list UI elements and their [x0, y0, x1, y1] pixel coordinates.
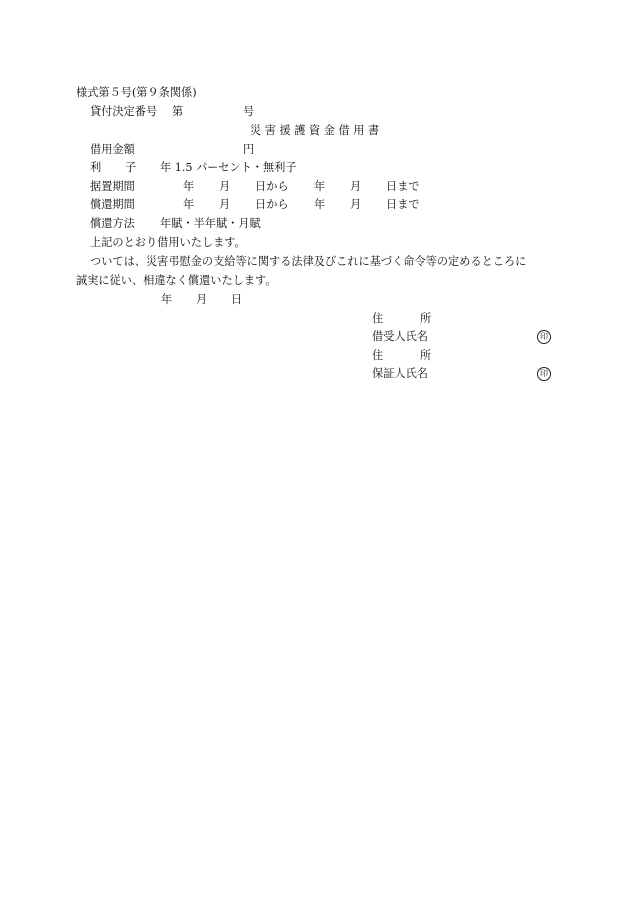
- borrower-address-char-2: 所: [420, 312, 432, 325]
- date-year: 年: [161, 293, 173, 306]
- guarantor-address-char-1: 住: [372, 349, 384, 362]
- interest-value: 年 1.5 パーセント・無利子: [160, 161, 297, 174]
- repayment-period-from-day: 日から: [255, 198, 289, 211]
- borrower-name-label: 借受人氏名: [372, 330, 428, 343]
- repayment-period-label: 償還期間: [90, 198, 135, 211]
- amount-unit: 円: [243, 143, 255, 156]
- repayment-period-until-day: 日まで: [386, 198, 420, 211]
- document-title: 災 害 援 護 資 金 借 用 書: [250, 124, 380, 137]
- borrower-seal-icon: 印: [537, 330, 551, 344]
- repayment-method-label: 償還方法: [90, 217, 135, 230]
- date-day: 日: [231, 293, 243, 306]
- grace-period-year: 年: [183, 180, 195, 193]
- grace-period-from-day: 日から: [255, 180, 289, 193]
- grace-period-year-2: 年: [314, 180, 326, 193]
- amount-label: 借用金額: [90, 143, 135, 156]
- loan-decision-label: 貸付決定番号: [90, 105, 158, 118]
- loan-decision-go: 号: [243, 105, 255, 118]
- guarantor-name-label: 保証人氏名: [372, 367, 428, 380]
- grace-period-until-day: 日まで: [386, 180, 420, 193]
- body-line-1: ついては、災害弔慰金の支給等に関する法律及びこれに基づく命令等の定めるところに: [90, 255, 527, 268]
- statement: 上記のとおり借用いたします。: [90, 236, 246, 249]
- body-line-2: 誠実に従い、相違なく償還いたします。: [76, 274, 277, 287]
- guarantor-seal-icon: 印: [537, 367, 551, 381]
- repayment-period-month: 月: [219, 198, 231, 211]
- interest-label-1: 利: [90, 161, 102, 174]
- grace-period-month-2: 月: [350, 180, 362, 193]
- repayment-method-value: 年賦・半年賦・月賦: [160, 217, 261, 230]
- interest-label-2: 子: [125, 161, 137, 174]
- grace-period-label: 据置期間: [90, 180, 135, 193]
- repayment-period-month-2: 月: [350, 198, 362, 211]
- date-month: 月: [196, 293, 208, 306]
- repayment-period-year-2: 年: [314, 198, 326, 211]
- grace-period-month: 月: [219, 180, 231, 193]
- repayment-period-year: 年: [183, 198, 195, 211]
- guarantor-address-char-2: 所: [420, 349, 432, 362]
- loan-decision-dai: 第: [172, 105, 184, 118]
- borrower-address-char-1: 住: [372, 312, 384, 325]
- form-id: 様式第５号(第９条関係): [76, 86, 197, 99]
